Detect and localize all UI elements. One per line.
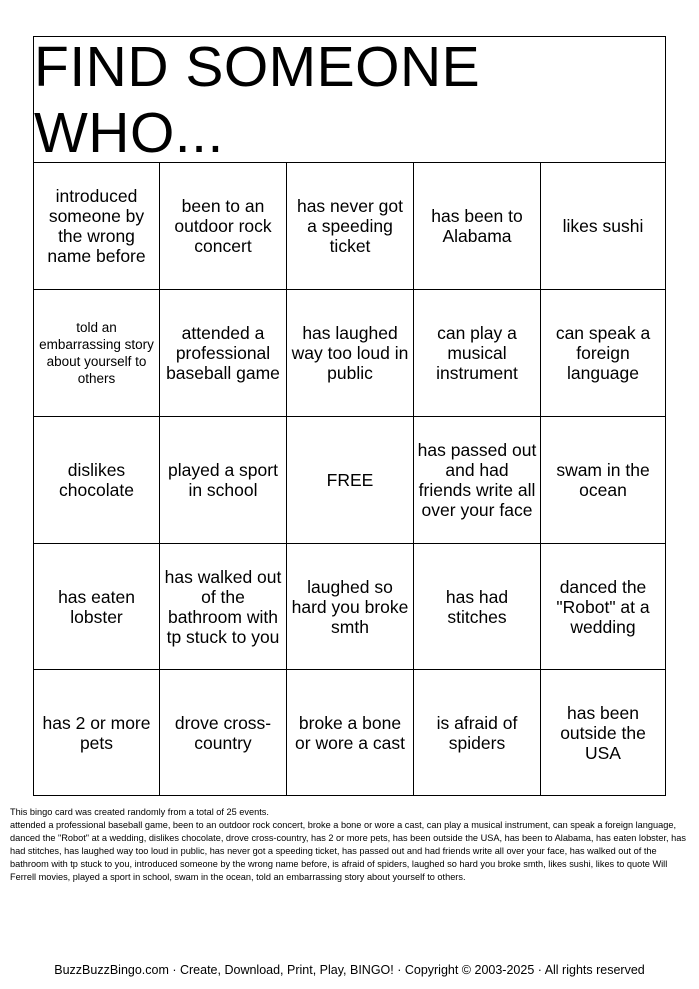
site-footer: BuzzBuzzBingo.com · Create, Download, Print, Play, BINGO! · Copyright © 2003-2025 · All rights reserved	[54, 963, 645, 977]
bingo-cell: introduced someone by the wrong name before	[34, 163, 160, 290]
bingo-cell: has been to Alabama	[414, 163, 541, 290]
bingo-cell: danced the "Robot" at a wedding	[541, 544, 665, 670]
note-events-list: attended a professional baseball game, been to an outdoor rock concert, broke a bone or wore a cast, can play a musical instrument, can speak a foreign language, danced the "Robot" at a wedding, dislikes chocolate, drove cross-country, has 2 or more pets, has been outside the USA, has been to Alabama, has eaten lobster, has had stitches, has laughed way too loud in public, has never got a speeding ticket, has passed out and had friends write all over your face, has walked out of the bathroom with tp stuck to you, introduced someone by the wrong name before, is afraid of spiders, laughed so hard you broke smth, likes sushi, likes to quote Will Ferrell movies, played a sport in school, swam in the ocean, told an embarrassing story about yourself to others.	[10, 820, 686, 882]
bingo-cell: is afraid of spiders	[414, 670, 541, 796]
bingo-cell: swam in the ocean	[541, 417, 665, 544]
bingo-cell: has walked out of the bathroom with tp stuck to you	[160, 544, 287, 670]
card-note	[10, 806, 690, 884]
bingo-cell: has laughed way too loud in public	[287, 290, 414, 417]
card-title: FIND SOMEONE WHO...	[34, 37, 665, 163]
bingo-cell: has 2 or more pets	[34, 670, 160, 796]
bingo-cell: has had stitches	[414, 544, 541, 670]
bingo-cell: drove cross-country	[160, 670, 287, 796]
bingo-cell: told an embarrassing story about yourself to others	[34, 290, 160, 417]
bingo-cell: has never got a speeding ticket	[287, 163, 414, 290]
bingo-card	[33, 36, 666, 796]
bingo-cell: attended a professional baseball game	[160, 290, 287, 417]
bingo-cell: has been outside the USA	[560, 703, 646, 763]
bingo-cell: has eaten lobster	[34, 544, 160, 670]
free-space-cell: FREE	[287, 417, 414, 544]
bingo-cell: laughed so hard you broke smth	[287, 544, 414, 670]
bingo-cell: can play a musical instrument	[414, 290, 541, 417]
bingo-grid	[34, 163, 665, 796]
bingo-cell: can speak a foreign language	[541, 290, 665, 417]
bingo-cell: broke a bone or wore a cast	[287, 670, 414, 796]
bingo-cell: has passed out and had friends write all over your face	[414, 417, 541, 544]
bingo-cell: played a sport in school	[160, 417, 287, 544]
bingo-cell: been to an outdoor rock concert	[160, 163, 287, 290]
note-intro: This bingo card was created randomly from a total of 25 events.	[10, 807, 269, 817]
bingo-cell: dislikes chocolate	[34, 417, 160, 544]
bingo-cell: likes sushi	[541, 163, 665, 290]
